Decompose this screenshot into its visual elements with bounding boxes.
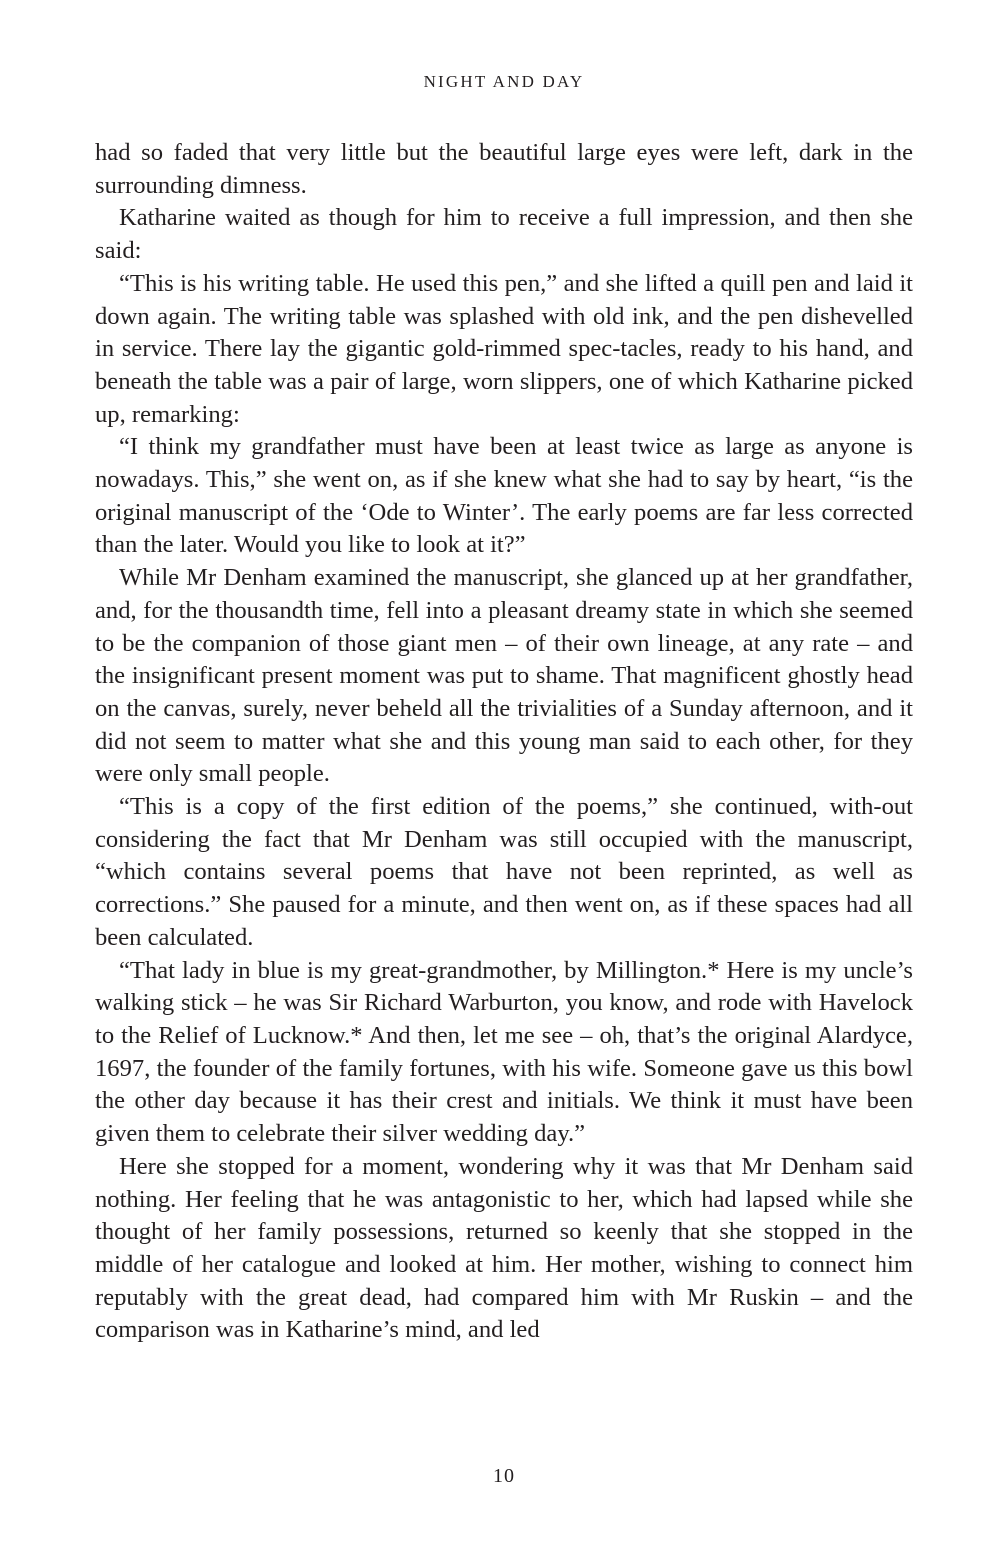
paragraph: While Mr Denham examined the manuscript, she glanced up at her grandfather, and, for the thousandth time, fell into a pleasant dreamy state in which she seemed to be the companion of those giant men – of their own lineage, at any rate – and the insignificant present moment was put to shame. That magnificent ghostly head on the canvas, surely, never beheld all the trivialities of a Sunday afternoon, and it did not seem to matter what she and this young man said to each other, for they were only small people.	[95, 564, 913, 788]
paragraph: “This is a copy of the first edition of the poems,” she continued, with-out considering the fact that Mr Denham was still occupied with the manuscript, “which contains several poems that have not been reprinted, as well as corrections.” She paused for a minute, and then went on, as if these spaces had all been calculated.	[95, 793, 913, 951]
paragraph: had so faded that very little but the beautiful large eyes were left, dark in the surrounding dimness.	[95, 139, 913, 199]
paragraph: “This is his writing table. He used this pen,” and she lifted a quill pen and laid it down again. The writing table was splashed with old ink, and the pen dishevelled in service. There lay the gigantic gold-rimmed spec-tacles, ready to his hand, and beneath the table was a pair of large, worn slippers, one of which Katharine picked up, remarking:	[95, 269, 913, 428]
paragraph: “I think my grandfather must have been at least twice as large as anyone is nowadays. This,” she went on, as if she knew what she had to say by heart, “is the original manuscript of the ‘Ode to Winter’. The early poems are far less corrected than the later. Would you like to look at it?”	[95, 433, 913, 559]
page-number: 10	[493, 1465, 515, 1487]
paragraph: “That lady in blue is my great-grandmother, by Millington.* Here is my uncle’s walking stick – he was Sir Richard Warburton, you know, and rode with Havelock to the Relief of Lucknow.* And then, let me see – oh, that’s the original Alardyce, 1697, the founder of the family fortunes, with his wife. Someone gave us this bowl the other day because it has their crest and initials. We think it must have been given them to celebrate their silver wedding day.”	[95, 956, 913, 1148]
paragraph: Here she stopped for a moment, wondering why it was that Mr Denham said nothing. Her feeling that he was antagonistic to her, which had lapsed while she thought of her family possessions, returned so keenly that she stopped in the middle of her catalogue and looked at him. Her mother, wishing to connect him reputably with the great dead, had compared him with Mr Ruskin – and the comparison was in Katharine’s mind, and led	[95, 1152, 913, 1344]
paragraph: Katharine waited as though for him to receive a full impression, and then she said:	[95, 204, 913, 265]
body-text	[95, 137, 913, 1347]
running-head: NIGHT AND DAY	[423, 72, 585, 91]
